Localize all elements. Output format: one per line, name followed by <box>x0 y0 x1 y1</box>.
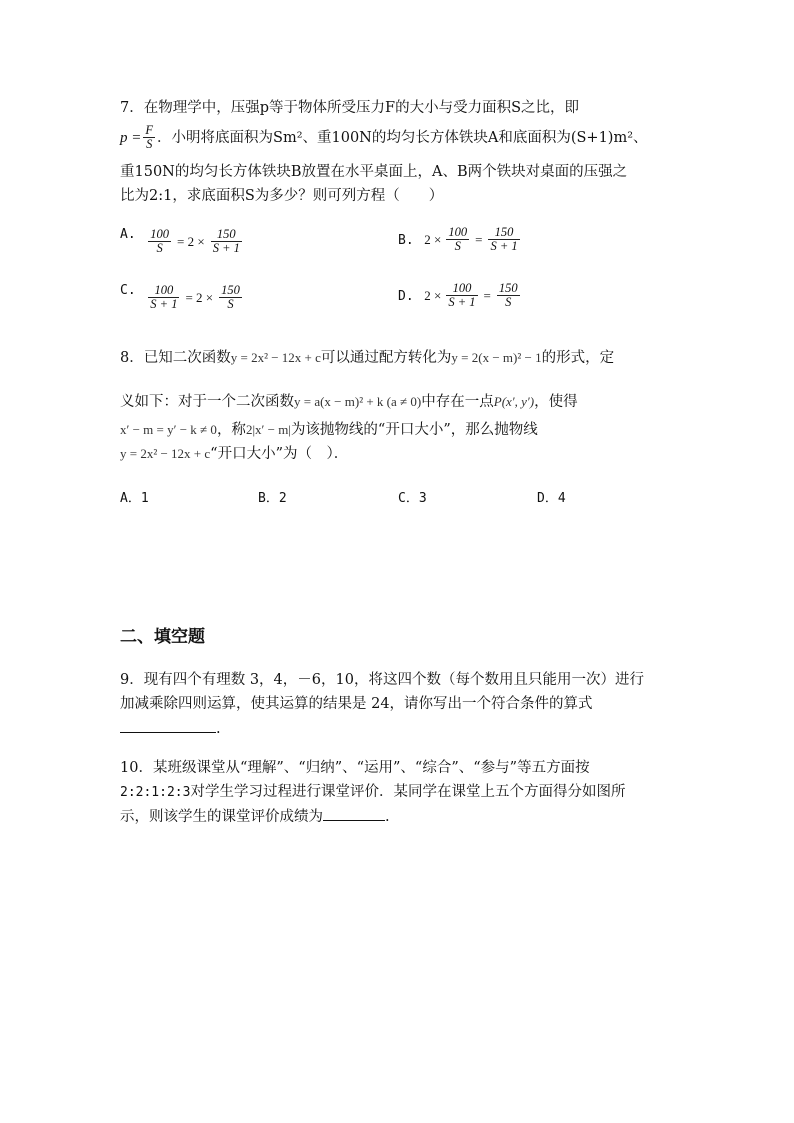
q8-vertex-form: y = 2(x − m)² − 1 <box>451 350 542 365</box>
q10-period: . <box>385 809 390 825</box>
lhs-numerator: 100 <box>446 282 477 296</box>
q8-line-4 <box>120 444 348 464</box>
q7-option-a[interactable] <box>120 226 244 255</box>
q8-condition: x′ − m = y′ − k ≠ 0 <box>120 422 217 437</box>
q8-point-p: P(x′, y′) <box>493 394 535 409</box>
rhs-denominator: S + 1 <box>490 239 518 253</box>
rhs-numerator: 150 <box>221 283 240 297</box>
lhs-numerator: 100 <box>448 225 468 239</box>
q8-option-c[interactable]: C．3 <box>398 491 427 506</box>
lhs-numerator: 100 <box>148 284 179 298</box>
option-label: C. <box>120 283 136 298</box>
option-label: A. <box>120 227 136 242</box>
middle-operator: = <box>475 231 483 247</box>
option-label: D. <box>398 288 414 304</box>
q7-formula-p: p = <box>120 129 142 146</box>
middle-operator: = 2 × <box>177 233 205 249</box>
rhs-denominator: S <box>227 297 234 311</box>
q7-option-c[interactable] <box>120 282 244 311</box>
q8-option-a[interactable]: A．1 <box>120 491 149 506</box>
q8-option-d[interactable]: D．4 <box>537 491 566 506</box>
prefix-operator: 2 × <box>424 287 442 303</box>
lhs-numerator: 100 <box>150 227 170 241</box>
q8-general-vertex-form: y = a(x − m)² + k (a ≠ 0) <box>294 394 422 409</box>
q8-text: ，使得 <box>534 394 578 410</box>
q8-text: ，称 <box>216 422 246 438</box>
q7-formula-fraction <box>143 124 155 151</box>
q9-answer-blank[interactable] <box>120 718 216 733</box>
q7-line-1: 7．在物理学中，压强p等于物体所受压力F的大小与受力面积S之比，即 <box>120 100 579 116</box>
lhs-denominator: S <box>156 241 163 255</box>
q7-line-3: 重150N的均匀长方体铁块B放置在水平桌面上，A、B两个铁块对桌面的压强之 <box>120 164 628 180</box>
q8-opening-size-expression: 2|x′ − m| <box>245 422 291 437</box>
q10-ratio: 2:2:1:2:3 <box>120 785 191 800</box>
q7-line-2 <box>120 124 648 151</box>
q8-function-expression: y = 2x² − 12x + c <box>230 350 321 365</box>
middle-operator: = <box>483 287 491 303</box>
lhs-denominator: S + 1 <box>448 295 476 309</box>
q8-function-expression: y = 2x² − 12x + c <box>120 446 211 461</box>
q8-text: 为该抛物线的“开口大小”，那么抛物线 <box>290 422 538 438</box>
q10-line-3 <box>120 806 390 827</box>
rhs-numerator: 150 <box>211 228 242 242</box>
q9-line-1: 9．现有四个有理数 3，4，－6，10，将这四个数（每个数用且只能用一次）进行 <box>120 672 644 688</box>
q8-option-b[interactable]: B．2 <box>258 491 287 506</box>
fraction-denominator: S <box>146 137 153 151</box>
q8-text: 可以通过配方转化为 <box>320 350 452 366</box>
q9-line-3 <box>120 718 221 739</box>
prefix-operator: 2 × <box>424 231 442 247</box>
q10-text: 示，则该学生的课堂评价成绩为 <box>120 809 323 825</box>
q10-line-2 <box>120 782 625 803</box>
middle-operator: = 2 × <box>185 289 214 305</box>
q8-text: 义如下：对于一个二次函数 <box>120 394 294 410</box>
q7-option-d[interactable] <box>398 282 522 309</box>
q8-text: 的形式，定 <box>541 350 615 366</box>
q8-line-3 <box>120 420 538 440</box>
q7-line-4: 比为2:1，求底面积S为多少？则可列方程（ ） <box>120 188 444 204</box>
q9-line-2: 加减乘除四则运算，使其运算的结果是 24，请你写出一个符合条件的算式 <box>120 696 593 712</box>
q7-option-b[interactable] <box>398 226 522 253</box>
q8-text: 中存在一点 <box>421 394 494 410</box>
option-label: B. <box>398 232 414 248</box>
q8-line-1 <box>120 348 614 368</box>
lhs-denominator: S + 1 <box>150 297 178 311</box>
rhs-denominator: S <box>505 295 512 309</box>
rhs-numerator: 150 <box>498 281 518 295</box>
q9-period: . <box>216 721 221 737</box>
section-heading-fill-in: 二、填空题 <box>120 627 205 647</box>
rhs-denominator: S + 1 <box>212 241 240 255</box>
rhs-numerator: 150 <box>488 226 519 240</box>
q8-line-2 <box>120 392 578 412</box>
q8-text: “开口大小”为（ ）． <box>210 446 349 462</box>
fraction-numerator: F <box>145 123 154 137</box>
q7-line-2-text: ．小明将底面积为Sm²、重100N的均匀长方体铁块A和底面积为(S+1)m²、 <box>157 129 648 146</box>
q10-text: 对学生学习过程进行课堂评价．某同学在课堂上五个方面得分如图所 <box>190 784 626 800</box>
q8-text: 8．已知二次函数 <box>120 350 231 366</box>
q10-line-1: 10．某班级课堂从“理解”、“归纳”、“运用”、“综合”、“参与”等五方面按 <box>120 760 590 776</box>
q10-answer-blank[interactable] <box>323 806 385 821</box>
lhs-denominator: S <box>454 239 461 253</box>
